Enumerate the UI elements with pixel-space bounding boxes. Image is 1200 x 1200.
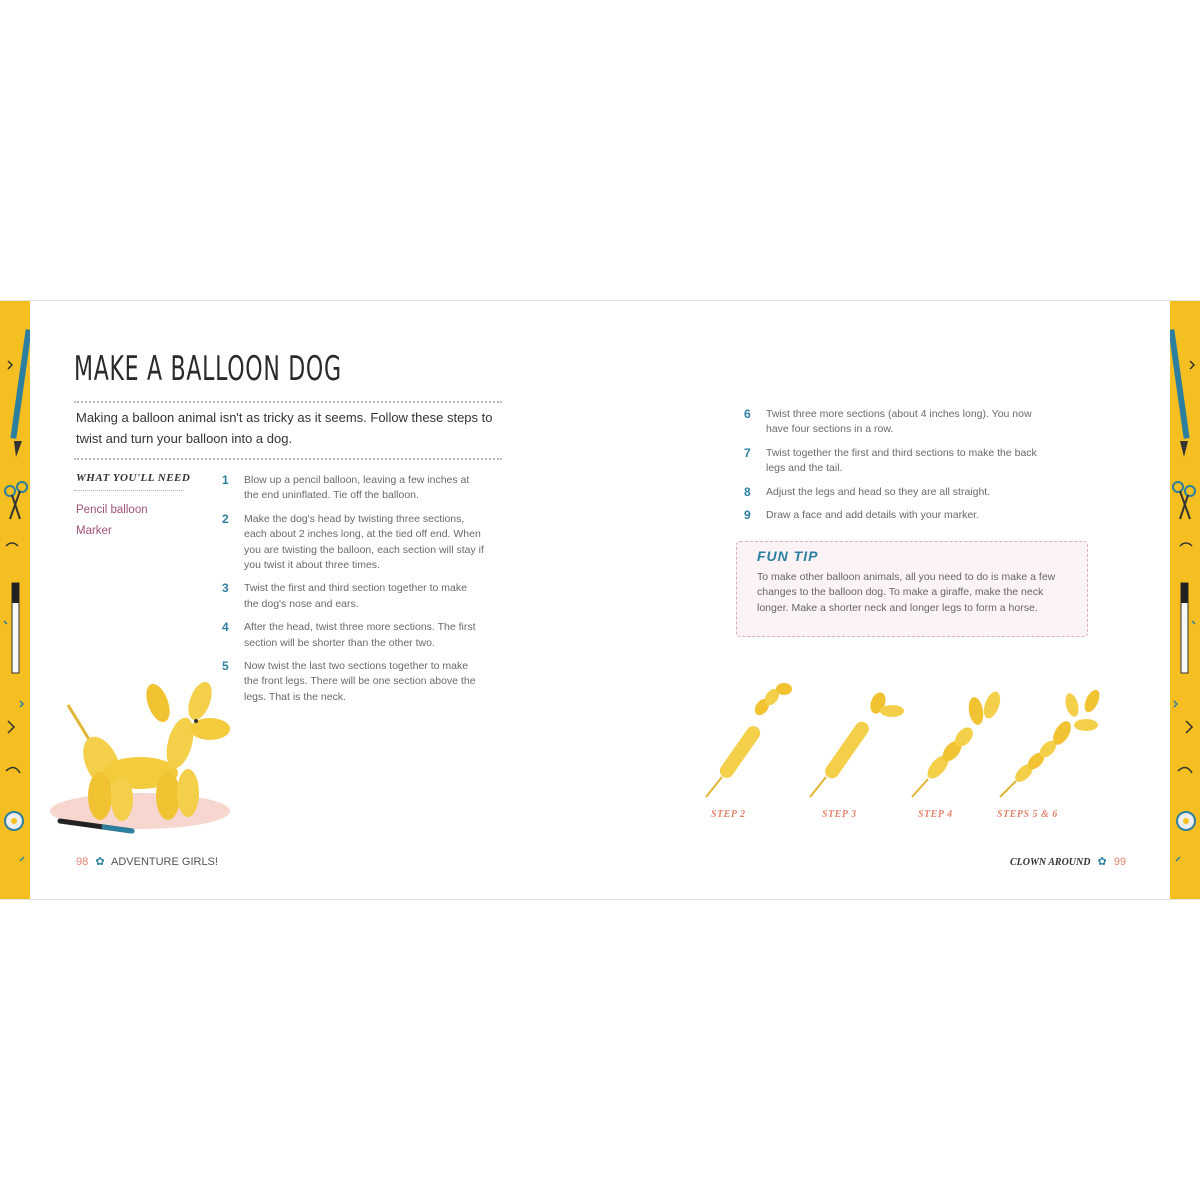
material-item: Marker bbox=[76, 525, 112, 537]
step-label: STEP 4 bbox=[918, 809, 953, 820]
step-number: 5 bbox=[222, 659, 229, 674]
balloon-steps-illustration bbox=[700, 681, 1110, 801]
section-title: CLOWN AROUND bbox=[1010, 857, 1091, 868]
right-footer bbox=[1010, 855, 1126, 868]
fun-tip-title: FUN TIP bbox=[757, 548, 819, 564]
right-decorative-band bbox=[1170, 301, 1200, 899]
step-item bbox=[744, 407, 1054, 438]
title-divider bbox=[74, 401, 502, 403]
page-title: MAKE A BALLOON DOG bbox=[74, 349, 342, 389]
intro-divider bbox=[74, 458, 502, 460]
book-title: ADVENTURE GIRLS! bbox=[110, 856, 218, 868]
materials-heading: WHAT YOU'LL NEED bbox=[76, 472, 191, 484]
step-5-6-balloon bbox=[1000, 688, 1103, 797]
step-number: 7 bbox=[744, 445, 751, 460]
step-2-balloon bbox=[706, 683, 792, 797]
step-number: 6 bbox=[744, 407, 751, 421]
step-label: STEP 3 bbox=[822, 809, 857, 820]
step-item bbox=[222, 581, 484, 612]
tape-icon bbox=[5, 812, 23, 830]
balloon-dog-illustration bbox=[50, 681, 240, 841]
step-item bbox=[744, 508, 1054, 523]
pencil-icon bbox=[10, 329, 30, 457]
tape-icon bbox=[1177, 812, 1195, 830]
step-number: 3 bbox=[222, 581, 229, 596]
fun-tip-box bbox=[736, 541, 1088, 637]
steps-list-right bbox=[744, 407, 1054, 523]
step-label: STEPS 5 & 6 bbox=[997, 809, 1058, 820]
marker-icon bbox=[1181, 583, 1188, 673]
step-number: 9 bbox=[744, 508, 751, 523]
step-item bbox=[222, 659, 484, 705]
step-number: 8 bbox=[744, 484, 751, 499]
marker-icon bbox=[12, 583, 19, 673]
step-text: Twist together the first and third sections to make the back legs and the tail. bbox=[766, 446, 1037, 475]
step-item bbox=[222, 620, 484, 651]
step-3-balloon bbox=[810, 690, 904, 797]
section-logo-icon: ✿ bbox=[1097, 856, 1107, 868]
step-text: Adjust the legs and head so they are all straight. bbox=[766, 485, 991, 498]
materials-list bbox=[76, 500, 148, 542]
fun-tip-text: To make other balloon animals, all you need to do is make a few changes to the balloon dog. To make a giraffe, make the neck longer. Make a shorter neck and longer legs to form a horse. bbox=[757, 571, 1056, 614]
step-label: STEP 2 bbox=[711, 809, 746, 820]
step-text: Draw a face and add details with your marker. bbox=[766, 509, 980, 522]
step-number: 2 bbox=[222, 511, 229, 526]
scissors-icon bbox=[5, 482, 27, 519]
step-text: Twist three more sections (about 4 inches long). You now have four sections in a row. bbox=[766, 408, 1032, 436]
materials-divider bbox=[74, 490, 184, 491]
page-number: 98 bbox=[76, 856, 89, 868]
step-item bbox=[744, 446, 1054, 477]
step-item bbox=[222, 473, 484, 504]
step-number: 4 bbox=[222, 620, 229, 635]
left-decorative-band bbox=[0, 301, 30, 899]
step-text: Blow up a pencil balloon, leaving a few inches at the end uninflated. Tie off the balloon. bbox=[244, 474, 470, 502]
page-number: 99 bbox=[1113, 856, 1127, 868]
step-text: Make the dog's head by twisting three sections, each about 2 inches long, at the tied off end. When you are twisting the balloon, each section will stay if you twist it about three times. bbox=[244, 512, 484, 572]
step-text: Twist the first and third section together to make the dog's nose and ears. bbox=[244, 582, 467, 610]
intro-text: Making a balloon animal isn't as tricky as it seems. Follow these steps to twist and turn your balloon into a dog. bbox=[76, 410, 493, 446]
book-logo-icon: ✿ bbox=[95, 856, 105, 868]
step-4-balloon bbox=[912, 689, 1003, 797]
step-number: 1 bbox=[222, 473, 229, 487]
step-item bbox=[222, 512, 484, 574]
material-item: Pencil balloon bbox=[76, 504, 148, 516]
steps-list-left bbox=[222, 473, 484, 705]
pencil-icon bbox=[1170, 329, 1190, 457]
scissors-icon bbox=[1173, 482, 1195, 519]
left-footer bbox=[76, 855, 218, 868]
step-text: After the head, twist three more sections. The first section will be shorter than the other two. bbox=[244, 621, 476, 649]
step-text: Now twist the last two sections together to make the front legs. There will be one section above the legs. That is the neck. bbox=[244, 660, 476, 703]
step-item bbox=[744, 485, 1054, 500]
book-spread bbox=[0, 300, 1200, 900]
